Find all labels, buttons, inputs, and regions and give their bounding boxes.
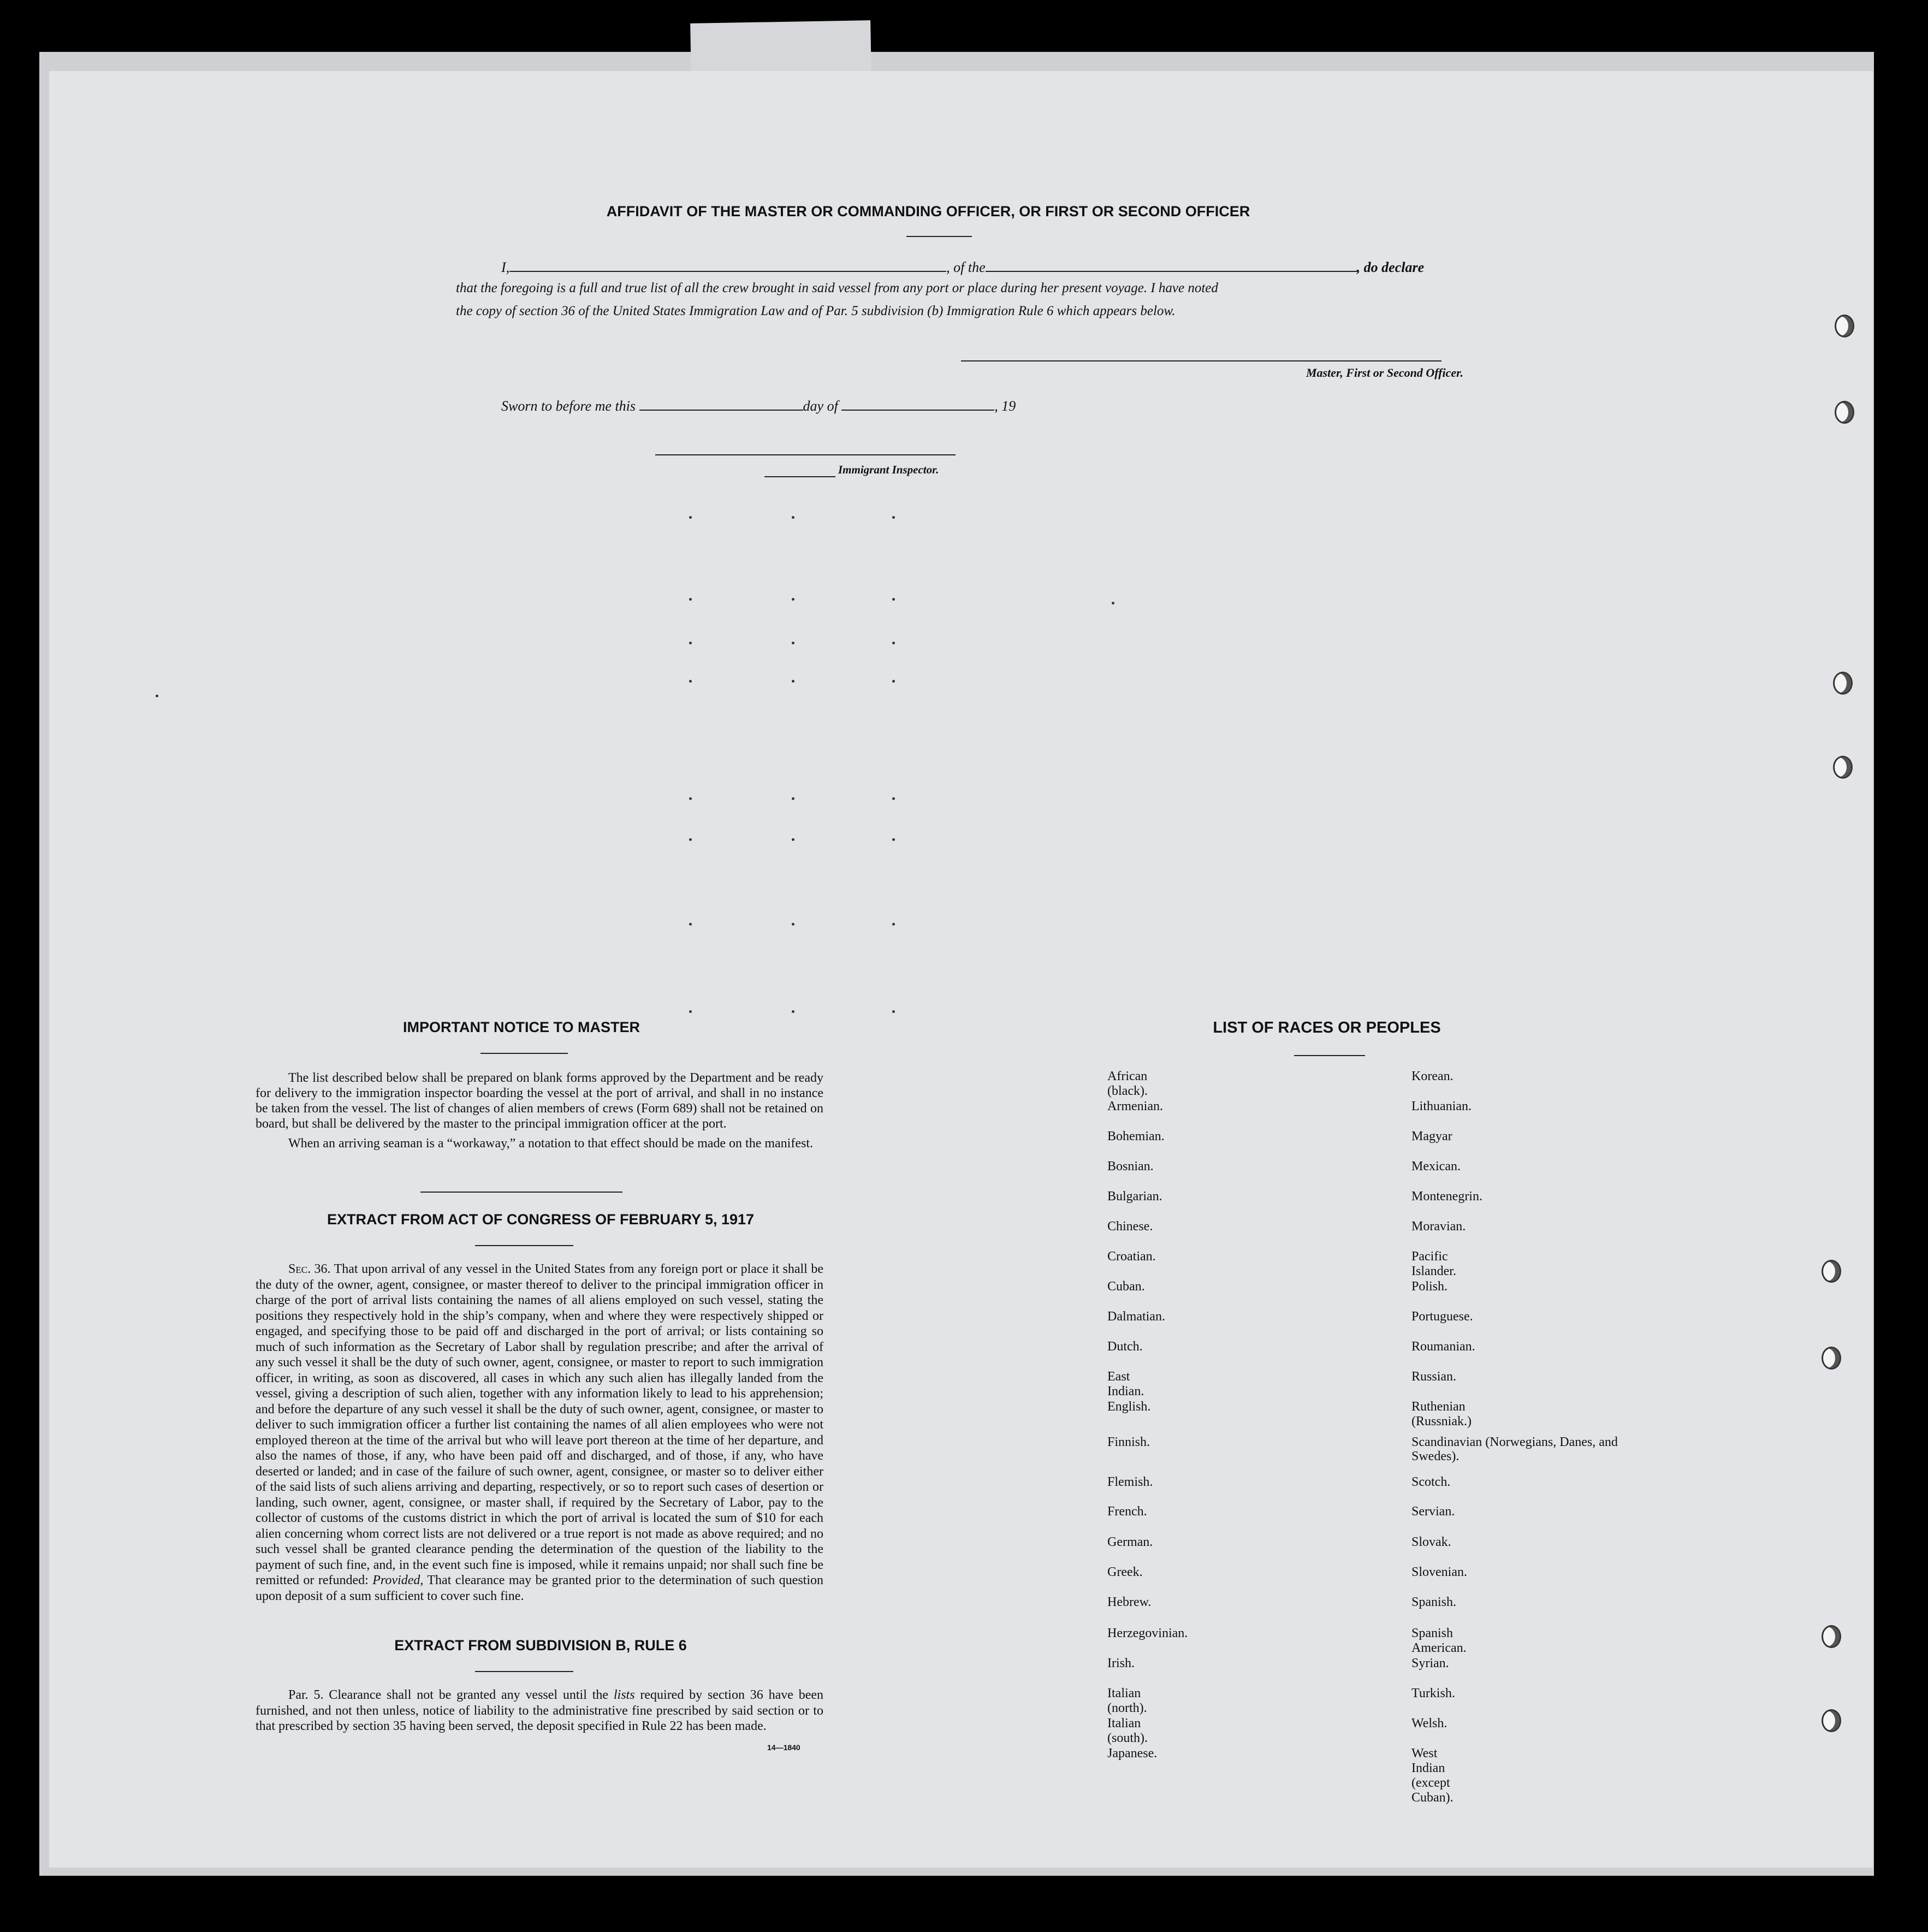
rule-6-text: [256, 1687, 823, 1734]
provided-label: Provided,: [372, 1573, 424, 1587]
form-number: 14—1840: [767, 1743, 800, 1752]
day-of-label: day of: [803, 398, 838, 414]
race-item: Spanish American.: [1411, 1626, 1467, 1655]
stray-dot: [892, 598, 895, 601]
i-label: I,: [501, 259, 510, 275]
races-title-rule: [1294, 1055, 1365, 1056]
punch-hole: [1822, 1625, 1841, 1648]
punch-hole: [1833, 672, 1853, 695]
race-item: Scotch.: [1411, 1475, 1451, 1489]
punch-hole: [1822, 1347, 1841, 1370]
year-label: , 19: [994, 398, 1016, 414]
race-item: Russian.: [1411, 1370, 1457, 1384]
races-title: LIST OF RACES OR PEOPLES: [1213, 1019, 1441, 1036]
race-item: African (black).: [1107, 1069, 1148, 1098]
punch-hole: [1822, 1709, 1841, 1732]
sworn-label: Sworn to before me this: [501, 398, 636, 414]
race-item: Syrian.: [1411, 1656, 1449, 1670]
stray-dot: [689, 923, 692, 926]
punch-hole: [1833, 756, 1853, 779]
stray-dot: [892, 1010, 895, 1013]
race-item: Croatian.: [1107, 1249, 1156, 1264]
stray-dot: [892, 923, 895, 926]
race-item: Bosnian.: [1107, 1159, 1154, 1174]
stray-dot: [689, 516, 692, 519]
stray-dot: [689, 680, 692, 683]
notice-paragraph-1: The list described below shall be prepared on blank forms approved by the Department and be ready for delivery to the immigration inspector boarding the vessel at the port of arrival, and shall in no instance be taken from the vessel. The list of changes of alien members of crews (Form 689) shall not be retained on board, but shall be delivered by the master to the principal immigration officer at the port.: [256, 1071, 823, 1131]
race-item: Lithuanian.: [1411, 1099, 1472, 1113]
punch-hole: [1822, 1260, 1841, 1283]
race-item: Magyar: [1411, 1129, 1452, 1143]
race-item: Hebrew.: [1107, 1595, 1152, 1609]
race-item: Finnish.: [1107, 1435, 1150, 1449]
sworn-month-field[interactable]: [841, 394, 994, 411]
notice-title: IMPORTANT NOTICE TO MASTER: [403, 1019, 640, 1035]
inspector-caption: Immigrant Inspector.: [838, 463, 939, 476]
sworn-day-field[interactable]: [639, 394, 803, 411]
extract-rule-title-rule: [475, 1671, 573, 1672]
notice-body: [256, 1070, 823, 1151]
punch-hole: [1835, 315, 1854, 337]
stray-dot: [792, 1010, 794, 1013]
stray-dot: [792, 598, 794, 601]
affidavit-declaration-line: [501, 256, 1468, 276]
race-item: Turkish.: [1411, 1686, 1455, 1700]
vessel-field[interactable]: [986, 256, 1357, 272]
affidavit-line-3: the copy of section 36 of the United States Immigration Law and of Par. 5 subdivision (b) Immigration Rule 6 which appears below.: [456, 304, 1176, 318]
stray-dot: [892, 838, 895, 841]
stray-dot: [892, 642, 895, 644]
stray-dot: [156, 695, 158, 697]
stray-dot: [792, 797, 794, 800]
inspector-short-line: [764, 476, 835, 477]
stray-dot: [689, 642, 692, 644]
extract-act-title-rule: [475, 1245, 573, 1246]
race-item: Japanese.: [1107, 1746, 1158, 1761]
stray-dot: [1112, 602, 1114, 605]
extract-act-top-rule: [420, 1192, 622, 1193]
notice-title-rule: [480, 1053, 568, 1054]
sec-label: Sec. 36.: [288, 1262, 331, 1276]
stray-dot: [689, 838, 692, 841]
race-item: Dalmatian.: [1107, 1309, 1165, 1324]
affidavit-title: AFFIDAVIT OF THE MASTER OR COMMANDING OFFICER, OR FIRST OR SECOND OFFICER: [606, 203, 1250, 220]
race-item: Italian (south).: [1107, 1716, 1148, 1745]
signature-line[interactable]: [961, 360, 1441, 361]
affidavit-title-rule: [906, 236, 972, 237]
rule-6-paragraph: [256, 1687, 823, 1734]
race-item: Greek.: [1107, 1565, 1143, 1579]
race-item: Mexican.: [1411, 1159, 1461, 1174]
punch-hole: [1835, 401, 1854, 424]
stray-dot: [892, 797, 895, 800]
race-item: Ruthenian (Russniak.): [1411, 1400, 1472, 1429]
do-declare-label: , do declare: [1356, 259, 1425, 275]
rule-6-start: Par. 5. Clearance shall not be granted any vessel until the: [288, 1688, 609, 1702]
stray-dot: [792, 680, 794, 683]
rule-6-end: required by section 36 have been furnished, and not then unless, notice of liability to the administrative fine prescribed by said section or to that prescribed by section 35 having been served, the deposit specified in Rule 22 has been made.: [256, 1688, 824, 1733]
race-item: German.: [1107, 1535, 1153, 1549]
race-item: English.: [1107, 1400, 1151, 1414]
race-item: French.: [1107, 1504, 1147, 1519]
stray-dot: [689, 1010, 692, 1013]
signature-caption: Master, First or Second Officer.: [1306, 366, 1463, 380]
stray-dot: [792, 923, 794, 926]
race-item: Pacific Islander.: [1411, 1249, 1456, 1278]
section-36-text: [256, 1261, 823, 1604]
inspector-signature-line[interactable]: [655, 454, 956, 455]
extract-act-title: EXTRACT FROM ACT OF CONGRESS OF FEBRUARY 5, 1917: [327, 1211, 755, 1228]
race-item: Slovak.: [1411, 1535, 1451, 1549]
race-item: Herzegovinian.: [1107, 1626, 1188, 1640]
affidavit-line-2: that the foregoing is a full and true list of all the crew brought in said vessel from any port or place during her present voyage. I have noted: [456, 281, 1218, 295]
of-the-label: , of the: [946, 259, 986, 275]
race-item: Irish.: [1107, 1656, 1135, 1670]
race-item: Dutch.: [1107, 1340, 1143, 1354]
race-item: Bohemian.: [1107, 1129, 1165, 1143]
race-item: Polish.: [1411, 1279, 1448, 1294]
race-item: Spanish.: [1411, 1595, 1457, 1609]
stray-dot: [689, 598, 692, 601]
race-item: Welsh.: [1411, 1716, 1448, 1730]
race-item: Bulgarian.: [1107, 1189, 1162, 1204]
stray-dot: [689, 797, 692, 800]
race-item: Montenegrin.: [1411, 1189, 1482, 1204]
name-field[interactable]: [509, 256, 946, 272]
section-36-paragraph: [256, 1261, 823, 1604]
stray-dot: [792, 516, 794, 519]
race-item: Flemish.: [1107, 1475, 1153, 1489]
race-item: West Indian (except Cuban).: [1411, 1746, 1454, 1805]
stray-dot: [892, 680, 895, 683]
race-item: Italian (north).: [1107, 1686, 1147, 1715]
race-item: Korean.: [1411, 1069, 1454, 1083]
race-item: Cuban.: [1107, 1279, 1145, 1294]
race-item: Scandinavian (Norwegians, Danes, and Swedes).: [1411, 1435, 1618, 1463]
race-item: Portuguese.: [1411, 1309, 1473, 1324]
extract-rule-title: EXTRACT FROM SUBDIVISION B, RULE 6: [394, 1637, 687, 1654]
sworn-line: [501, 394, 1156, 414]
stray-dot: [792, 838, 794, 841]
race-item: East Indian.: [1107, 1370, 1144, 1398]
race-item: Servian.: [1411, 1504, 1455, 1519]
paper-tab: [690, 20, 871, 78]
stray-dot: [892, 516, 895, 519]
section-36-body: That upon arrival of any vessel in the United States from any foreign port or place it shall be the duty of the owner, agent, consignee, or master thereof to deliver to the principal immigration officer in charge of the port of arrival lists containing the names of all aliens employed on such vessel, stating the positions they respectively hold in the ship’s company, when and where they were respectively shipped or engaged, and specifying those to be paid off and discharged in the port of arrival; or lists containing so much of such information as the Secretary of Labor shall by regulation prescribe; and after the arrival of any such vessel it shall be the duty of such owner, agent, consignee, or master to report to such immigration officer, in writing, as soon as discovered, all cases in which any such alien has illegally landed from the vessel, giving a description of such alien, together with any information likely to lead to his apprehension; and before the departure of any such vessel it shall be the duty of such owner, agent, consignee, or master to deliver to such immigration officer a further list containing the names of all alien employees who were not employed thereon at the time of the arrival but who will leave port thereon at the time of her departure, and also the names of those, if any, who have been paid off and discharged, and of those, if any, who have deserted or landed; and in case of the failure of such owner, agent, consignee, or master so to deliver either of the said lists of such aliens arriving and departing, respectively, or so to report such cases of desertion or landing, such owner, agent, consignee, or master shall, if required by the Secretary of Labor, pay to the collector of customs of the customs district in which the port of arrival is located the sum of $10 for each alien concerning whom correct lists are not delivered or a true report is not made as above required; and no such vessel shall be granted clearance pending the determination of the question of the liability to the payment of such fine, and, in the event such fine is imposed, while it remains unpaid; nor shall such fine be remitted or refunded:: [256, 1262, 823, 1587]
race-item: Slovenian.: [1411, 1565, 1467, 1579]
notice-paragraph-2: When an arriving seaman is a “workaway,” a notation to that effect should be made on the manifest.: [288, 1136, 813, 1151]
race-item: Roumanian.: [1411, 1340, 1475, 1354]
race-item: Moravian.: [1411, 1219, 1466, 1234]
stray-dot: [792, 642, 794, 644]
lists-label: lists: [613, 1688, 635, 1702]
race-item: Armenian.: [1107, 1099, 1163, 1113]
section-36-end: That clearance may be granted prior to the determination of such question upon deposit of a sum sufficient to cover such fine.: [256, 1573, 824, 1603]
race-item: Chinese.: [1107, 1219, 1153, 1234]
